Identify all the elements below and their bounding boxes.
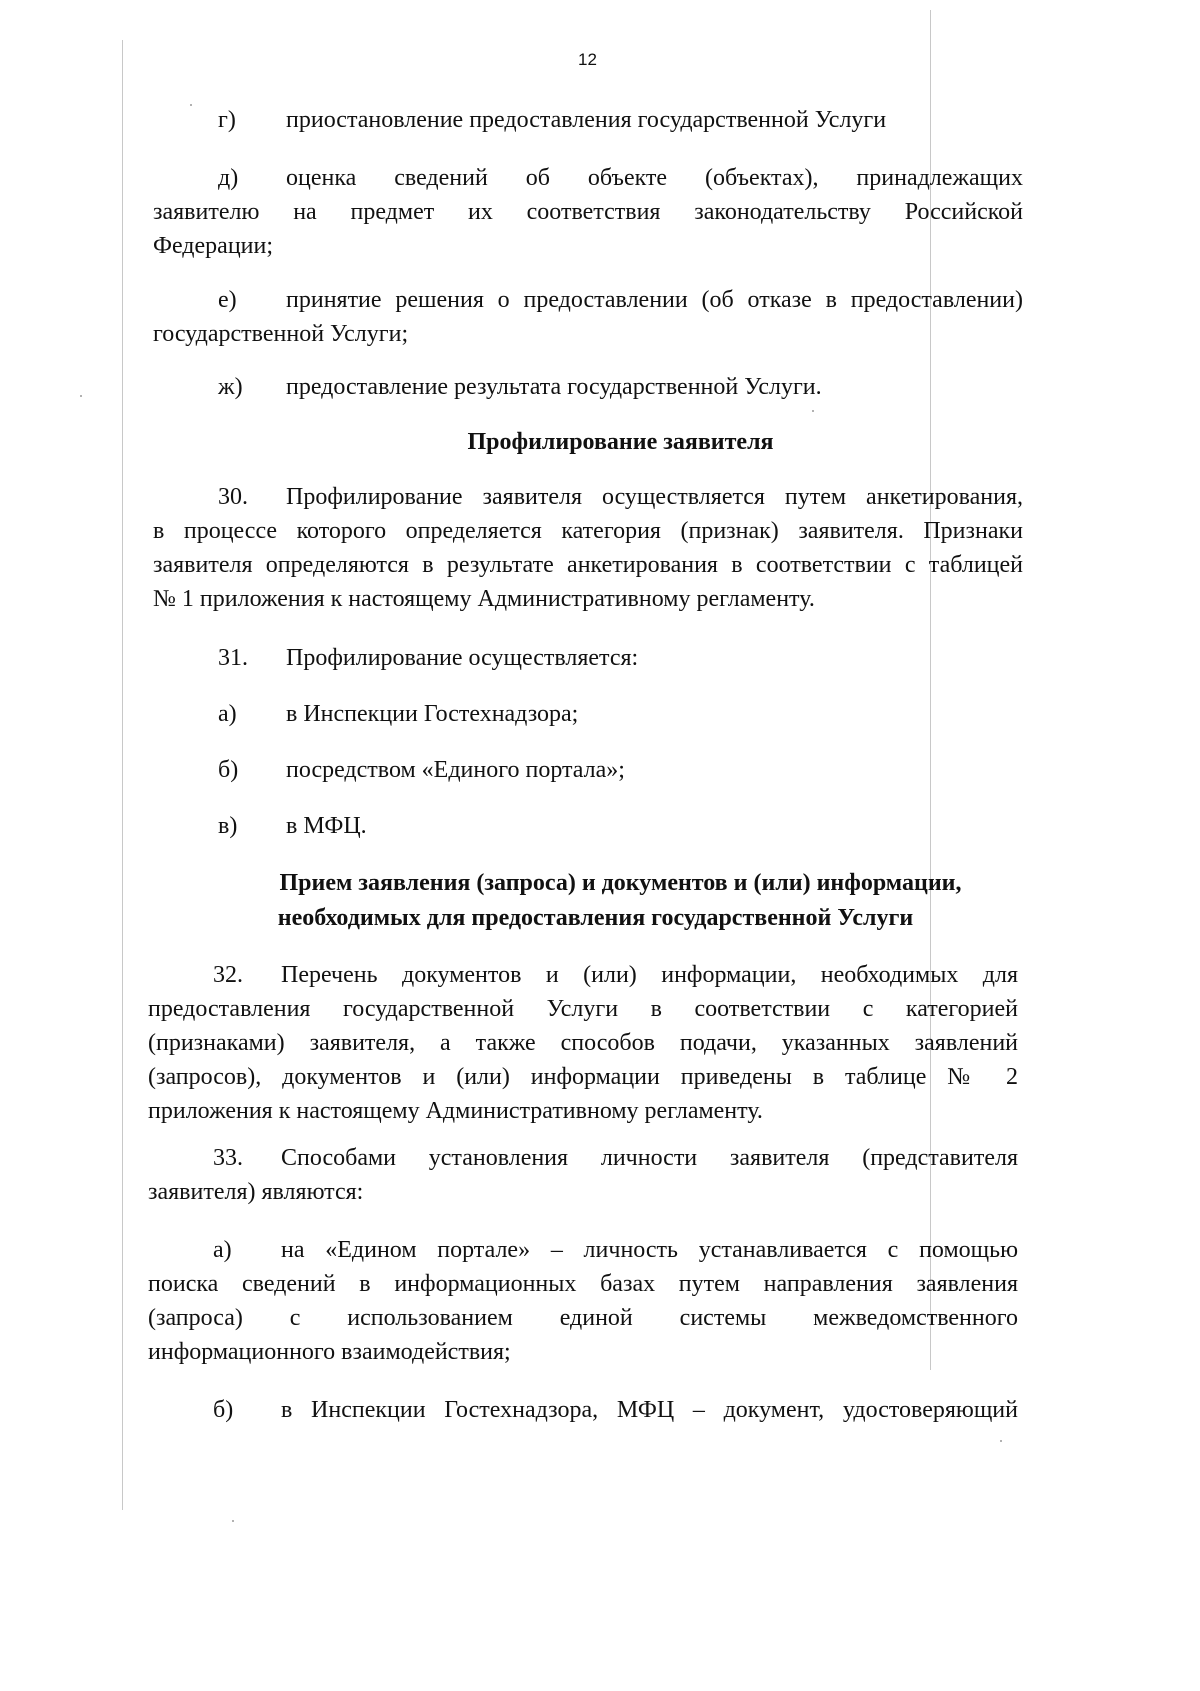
paragraph-text: заявителя определяются в результате анкетирования в соответствии с таблицей bbox=[153, 552, 1023, 578]
item-text: в Инспекции Гостехнадзора; bbox=[286, 701, 579, 727]
heading-line: необходимых для предоставления государственной Услуги bbox=[277, 905, 914, 931]
item-text: заявителю на предмет их соответствия законодательству Российской bbox=[153, 199, 1023, 225]
scan-speck bbox=[232, 1520, 234, 1522]
paragraph-number: 32. bbox=[213, 962, 243, 988]
item-marker: а) bbox=[213, 1237, 232, 1263]
paragraph-text: Перечень документов и (или) информации, необходимых для bbox=[281, 962, 1018, 988]
paragraph-text: Профилирование осуществляется: bbox=[286, 645, 639, 671]
item-text: поиска сведений в информационных базах путем направления заявления bbox=[148, 1271, 1018, 1297]
list-item-33a bbox=[148, 1233, 1018, 1369]
item-text: предоставление результата государственной Услуги. bbox=[286, 374, 822, 400]
list-item-v bbox=[218, 809, 367, 843]
paragraph-32 bbox=[148, 958, 1018, 1128]
item-marker: в) bbox=[218, 813, 238, 839]
list-item-33b bbox=[148, 1393, 1018, 1427]
item-text: посредством «Единого портала»; bbox=[286, 757, 625, 783]
item-zh bbox=[218, 370, 822, 404]
item-marker: д) bbox=[218, 165, 239, 191]
paragraph-33 bbox=[148, 1141, 1018, 1209]
paragraph-number: 30. bbox=[218, 484, 248, 510]
item-d bbox=[153, 161, 1023, 263]
item-text: приостановление предоставления государственной Услуги bbox=[286, 107, 887, 133]
item-text: Федерации; bbox=[153, 233, 274, 259]
item-marker: г) bbox=[218, 107, 236, 133]
paragraph-text: Способами установления личности заявителя (представителя bbox=[281, 1145, 1018, 1171]
item-text: на «Едином портале» – личность устанавливается с помощью bbox=[281, 1237, 1018, 1263]
item-text: в МФЦ. bbox=[286, 813, 367, 839]
paragraph-text: приложения к настоящему Административному регламенту. bbox=[148, 1098, 763, 1124]
paragraph-text: № 1 приложения к настоящему Административному регламенту. bbox=[153, 586, 815, 612]
paragraph-text: заявителя) являются: bbox=[148, 1179, 364, 1205]
item-e bbox=[153, 283, 1023, 351]
paragraph-text: (запросов), документов и (или) информации приведены в таблице № 2 bbox=[148, 1064, 1018, 1090]
paragraph-number: 31. bbox=[218, 645, 248, 671]
page-number: 12 bbox=[578, 50, 597, 69]
item-marker: ж) bbox=[218, 374, 243, 400]
item-text: государственной Услуги; bbox=[153, 321, 409, 347]
scan-speck bbox=[1000, 1440, 1002, 1442]
item-marker: б) bbox=[213, 1397, 234, 1423]
scan-speck bbox=[80, 395, 82, 397]
item-marker: а) bbox=[218, 701, 237, 727]
item-g bbox=[218, 103, 886, 137]
scan-speck bbox=[190, 104, 192, 106]
paragraph-text: Профилирование заявителя осуществляется путем анкетирования, bbox=[286, 484, 1023, 510]
item-text: оценка сведений об объекте (объектах), принадлежащих bbox=[286, 165, 1023, 191]
item-text: принятие решения о предоставлении (об отказе в предоставлении) bbox=[286, 287, 1023, 313]
item-marker: е) bbox=[218, 287, 237, 313]
paragraph-31 bbox=[218, 641, 638, 675]
heading-line: Прием заявления (запроса) и документов и (или) информации, bbox=[279, 870, 962, 896]
scan-line-left bbox=[122, 40, 123, 1510]
section-heading-application bbox=[153, 866, 1088, 936]
list-item-a bbox=[218, 697, 578, 731]
paragraph-text: предоставления государственной Услуги в соответствии с категорией bbox=[148, 996, 1018, 1022]
paragraph-30 bbox=[153, 480, 1023, 616]
paragraph-text: (признаками) заявителя, а также способов подачи, указанных заявлений bbox=[148, 1030, 1018, 1056]
paragraph-number: 33. bbox=[213, 1145, 243, 1171]
scan-speck bbox=[812, 410, 814, 412]
item-text: информационного взаимодействия; bbox=[148, 1339, 511, 1365]
item-marker: б) bbox=[218, 757, 239, 783]
section-heading-profiling: Профилирование заявителя bbox=[467, 429, 774, 455]
item-text: в Инспекции Гостехнадзора, МФЦ – документ, удостоверяющий bbox=[281, 1397, 1018, 1423]
paragraph-text: в процессе которого определяется категория (признак) заявителя. Признаки bbox=[153, 518, 1023, 544]
item-text: (запроса) с использованием единой системы межведомственного bbox=[148, 1305, 1018, 1331]
list-item-b bbox=[218, 753, 625, 787]
